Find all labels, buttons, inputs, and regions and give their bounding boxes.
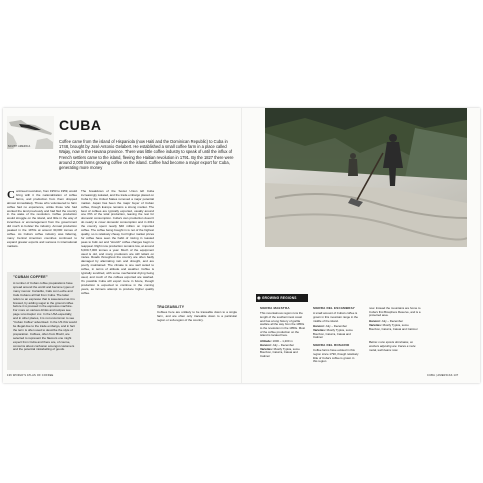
- harvest-label: Harvest:: [369, 319, 381, 324]
- region-name-sierra-del-rosario: SIERRA DEL ROSARIO: [313, 343, 350, 348]
- book-spread: [3, 108, 480, 383]
- traceability-heading: TRACEABILITY: [157, 304, 185, 309]
- intro-paragraph: Coffee came from the island of Hispaniola (now Haiti and the Dominican Republic) to Cuba in 1748, brought by José Antonio Gelabert. He established a small coffee farm in a place called Wajay, now in the Havana province. There was little coffee industry to speak of until the influx of French settlers came to the island, fleeing the Haitian revolution in 1791. By the 1827 there were around 2,000 farms growing coffee on the island. Coffee had become a major export for Cuba, generating more money: [59, 139, 234, 171]
- book-fold: [241, 108, 242, 383]
- growing-regions-header: [256, 294, 308, 302]
- map-pin-icon: ◉: [257, 295, 261, 300]
- region-sierra-del-rosario-continued: [369, 307, 421, 352]
- body-column-3: [157, 190, 237, 326]
- coffee-drying-photo: [265, 108, 467, 247]
- folio-right: CUBA | AMERICAS 137: [427, 374, 459, 377]
- altitude-value: 1000 – 1,200 m: [272, 339, 293, 344]
- varieties-value: Mostly Typica, some Bourbon, Caturra, Catuai and Catimor: [260, 346, 300, 358]
- region-body: A small amount of Cuba's coffee is grown in this mountain range in the middle of the island.: [313, 311, 358, 323]
- harvest-value: July – December: [272, 342, 295, 347]
- varieties-label: Varieties:: [369, 322, 382, 327]
- sidebar-body: A number of Cuban coffee preparations have spread around the world and become types of many menus: Cortadito, Cafe con Leche and Cafe Cubano all hail from Cuba. The latter refers to an espresso that is sweetened as it is brewed, by adding sugar to the ground coffee before it is pressed in the espresso machine. For more on various drinks and recipes see page xxxx-baptor xxx. In the USA especially, and in other places, it is not uncommon to see "Cuban Coffee" advertised. In the US this would be illegal due to the trade embargo, and in fact the term is often used to describe the style of preparation. Coffees, often from Brazil, are selected to represent the flavours one might expect from Cuba and there are, of course, concerns about confusion amongst customers and the potential mislabelling of goods.: [13, 281, 77, 352]
- varieties-value: Mostly Typica, some Bourbon, Caturra, Catuai and Catimor: [369, 322, 418, 331]
- region-body: This mountainous region runs the length of the southernmost coast and has a long history of gorilla warfare all the way from the 1950s to the revolution in the 1950s. Most of the coffee production on the island is located here.: [260, 311, 305, 338]
- harvest-value: July – December: [381, 319, 404, 324]
- altitude-label: Altitude:: [260, 339, 272, 344]
- harvest-label: Harvest:: [260, 342, 272, 347]
- region-varieties: [369, 324, 421, 331]
- page-title: CUBA: [59, 117, 102, 133]
- photo-caption: Below: Lone spouts dominates, so workers adjusting are. Faces a mule metal, well beans now.: [369, 340, 416, 352]
- region-body-sierra-del-rosario: Coffee farms have existed in this region since 1790, though relatively little of Cuba's coffee is grown in this region: [313, 348, 359, 364]
- traceability-text: Coffees here are unlikely to be traceable down to a single farm, and are often only traceable down to a particular region or sub-region of the country.: [157, 309, 237, 322]
- folio-left: 136 WORLD'S ATLAS OF COFFEE: [7, 374, 54, 377]
- region-body-continued: now. Instead the mountains are home to Cuba's first Biosphere Reserve, and is a protected area.: [369, 306, 421, 318]
- varieties-label: Varieties:: [260, 346, 273, 351]
- region-name: SIERRA MAESTRA: [260, 306, 290, 310]
- cuban-coffee-sidebar: [7, 272, 80, 370]
- region-varieties: [313, 329, 359, 340]
- body-column-2: The breakdown of the Soviet Union left Cuba increasingly isolated, and the trade embargo placed on Cuba by the United States removed a major potential market. Japan has been the major buyer of Cuban coffee, though Europe remains a strong market. The best of coffees are typically exported, usually around one fifth of the total production, leaving the rest for domestic consumption. Cuba's own production doesn't do nearly to cover domestic consumption and in 2011 the country spent nearly $40 million on imported coffee. The coffee being bought in is not of the highest quality, so is relatively cheap, but higher market prices for coffee have seen the habit of mixing in roasted peas to bulk out and "stretch" coffee charges begin to reappear. Right now production remains low, at around 6,000-7,000 tonnes a year. Much of the equipment used is old, and many producers are still reliant on mules. Roads throughout the country are often badly damaged by alternating rain and drought, and are poorly maintained. The climate is one well suited to coffee, in terms of altitude and weather. Coffee is typically sundried, with some mechanical drying being used, and much of the coffees exported are washed. It's possible Cuba will export more in future, though production is expected to continue in the coming years, as farmers attempt to produce higher quality coffee.: [81, 189, 154, 295]
- region-sierra-del-escambray: [313, 307, 359, 366]
- varieties-label: Varieties:: [313, 328, 326, 333]
- varieties-value: Mostly Typica, some Bourbon, Caturra, Catuai and Catimor: [313, 328, 353, 340]
- traceability-section: [157, 306, 237, 323]
- sidebar-title: "CUBAN COFFEE": [13, 275, 48, 279]
- harvest-label: Harvest:: [313, 324, 325, 329]
- region-varieties: [260, 348, 306, 359]
- body-column-1-text: ontinued revolution, from 1953 to 1959, would bring with it the nationalization of coffee farms, and production from them dropped almost immediately. Those who volunteered to farm coffee had no experience, unlike those who had worked the land previously and had fled the country in the wake of the revolution. Coffee production would struggle on the island, and little in the way of incentives or encouragement from the government did much to bolster the industry. Annual production peaked in the 1970s at around 30,000 tonnes of coffee. As Cuba's coffee industry was faltering, many Central American countries continued to expand greater exports and success in international markets.: [7, 189, 77, 248]
- map-label: SOUTH AMERICA: [8, 145, 31, 148]
- body-column-1: [7, 190, 77, 249]
- harvest-value: July – December: [325, 324, 348, 329]
- growing-regions-label: GROWING REGIONS: [262, 296, 297, 300]
- region-name: SIERRA DEL ESCAMBRAY: [313, 306, 355, 310]
- body-column-3-text: [157, 190, 237, 194]
- drop-cap: C: [7, 189, 15, 201]
- region-sierra-maestra: [260, 307, 306, 359]
